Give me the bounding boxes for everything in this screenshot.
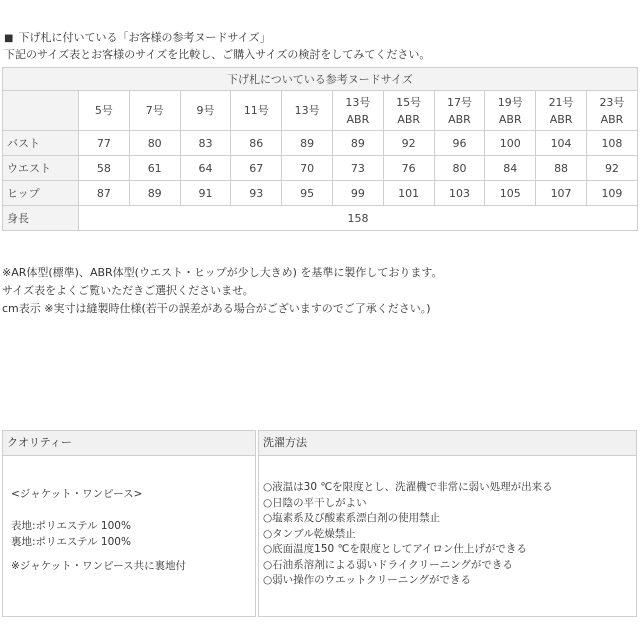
size-header-cell: 21号 ABR (536, 91, 587, 131)
table-cell: 92 (383, 131, 434, 156)
size-header-cell: 13号 (282, 91, 333, 131)
quality-item: <ジャケット・ワンピース> (11, 488, 143, 500)
size-table-caption: 下げ札についている参考ヌードサイズ (3, 68, 638, 91)
washing-instruction: ○液温は30 ℃を限度とし、洗濯機で非常に弱い処理が出来る (263, 481, 553, 493)
washing-panel (258, 430, 637, 617)
size-header-cell: 17号 ABR (434, 91, 485, 131)
table-cell: 108 (586, 131, 637, 156)
size-header-cell: 5号 (79, 91, 130, 131)
row-label: ウエスト (3, 156, 79, 181)
quality-panel (2, 430, 256, 617)
size-notes (2, 264, 443, 318)
table-cell: 89 (129, 181, 180, 206)
table-cell: 58 (79, 156, 130, 181)
table-cell: 83 (180, 131, 231, 156)
table-cell: 88 (536, 156, 587, 181)
table-row-hip (3, 181, 638, 206)
table-cell: 93 (231, 181, 282, 206)
size-header-cell: 13号 ABR (332, 91, 383, 131)
table-cell: 107 (536, 181, 587, 206)
washing-instruction: ○石油系溶剤による弱いドライクリーニングができる (263, 558, 513, 571)
washing-instruction: ○底面温度150 ℃を限度としてアイロン仕上げができる (263, 543, 527, 555)
table-cell: 84 (485, 156, 536, 181)
table-cell: 105 (485, 181, 536, 206)
table-row-height (3, 206, 638, 231)
washing-instruction: ○日陰の平干しがよい (263, 496, 367, 509)
note-line: cm表示 ※実寸は縫製時仕様(若干の誤差がある場合がございますのでご了承ください。) (2, 302, 431, 315)
table-cell: 101 (383, 181, 434, 206)
table-cell: 89 (332, 131, 383, 156)
height-value-cell: 158 (79, 206, 638, 231)
row-label: バスト (3, 131, 79, 156)
table-row-bust (3, 131, 638, 156)
table-cell: 76 (383, 156, 434, 181)
section-subheading: 下記のサイズ表とお客様のサイズを比較し、ご購入サイズの検討をしてみてください。 (4, 48, 431, 61)
table-cell: 92 (586, 156, 637, 181)
table-cell: 104 (536, 131, 587, 156)
row-label: 身長 (3, 206, 79, 231)
table-cell: 77 (79, 131, 130, 156)
size-header-cell: 11号 (231, 91, 282, 131)
table-cell: 70 (282, 156, 333, 181)
washing-panel-title: 洗濯方法 (259, 431, 636, 456)
table-cell: 80 (434, 156, 485, 181)
table-cell: 80 (129, 131, 180, 156)
table-cell: 103 (434, 181, 485, 206)
quality-panel-title: クオリティー (3, 431, 255, 456)
table-cell: 99 (332, 181, 383, 206)
size-table-caption-row (3, 68, 638, 91)
table-cell: 87 (79, 181, 130, 206)
quality-note: ※ジャケット・ワンピース共に裏地付 (11, 560, 187, 572)
quality-outer-material: 表地:ポリエステル 100% (11, 520, 131, 532)
table-cell: 89 (282, 131, 333, 156)
size-table-corner (3, 91, 79, 131)
square-bullet-icon: ■ (4, 33, 14, 44)
size-header-cell: 7号 (129, 91, 180, 131)
quality-lining-material: 裏地:ポリエステル 100% (11, 536, 131, 548)
quality-panel-body (3, 456, 255, 574)
table-cell: 64 (180, 156, 231, 181)
size-header-cell: 9号 (180, 91, 231, 131)
size-header-cell: 15号 ABR (383, 91, 434, 131)
table-cell: 95 (282, 181, 333, 206)
section-heading (4, 30, 271, 47)
table-cell: 73 (332, 156, 383, 181)
washing-instruction: ○タンブル乾燥禁止 (263, 527, 356, 540)
washing-instruction: ○塩素系及び酸素系漂白剤の使用禁止 (263, 512, 441, 524)
washing-panel-body (259, 456, 636, 589)
size-header-cell: 23号 ABR (586, 91, 637, 131)
row-label: ヒップ (3, 181, 79, 206)
table-cell: 100 (485, 131, 536, 156)
table-cell: 96 (434, 131, 485, 156)
table-cell: 91 (180, 181, 231, 206)
section-heading-text: 下げ札に付いている「お客様の参考ヌードサイズ」 (18, 31, 271, 44)
note-line: ※AR体型(標準)、ABR体型(ウエスト・ヒップが少し大きめ) を基準に製作しております。 (2, 266, 443, 279)
table-row-waist (3, 156, 638, 181)
washing-instruction: ○弱い操作のウエットクリーニングができる (263, 574, 472, 586)
table-cell: 67 (231, 156, 282, 181)
table-cell: 61 (129, 156, 180, 181)
table-cell: 86 (231, 131, 282, 156)
size-table-header-row (3, 91, 638, 131)
size-table (2, 67, 638, 231)
table-cell: 109 (586, 181, 637, 206)
note-line: サイズ表をよくご覧いただきご選択くださいませ。 (2, 284, 254, 297)
size-header-cell: 19号 ABR (485, 91, 536, 131)
